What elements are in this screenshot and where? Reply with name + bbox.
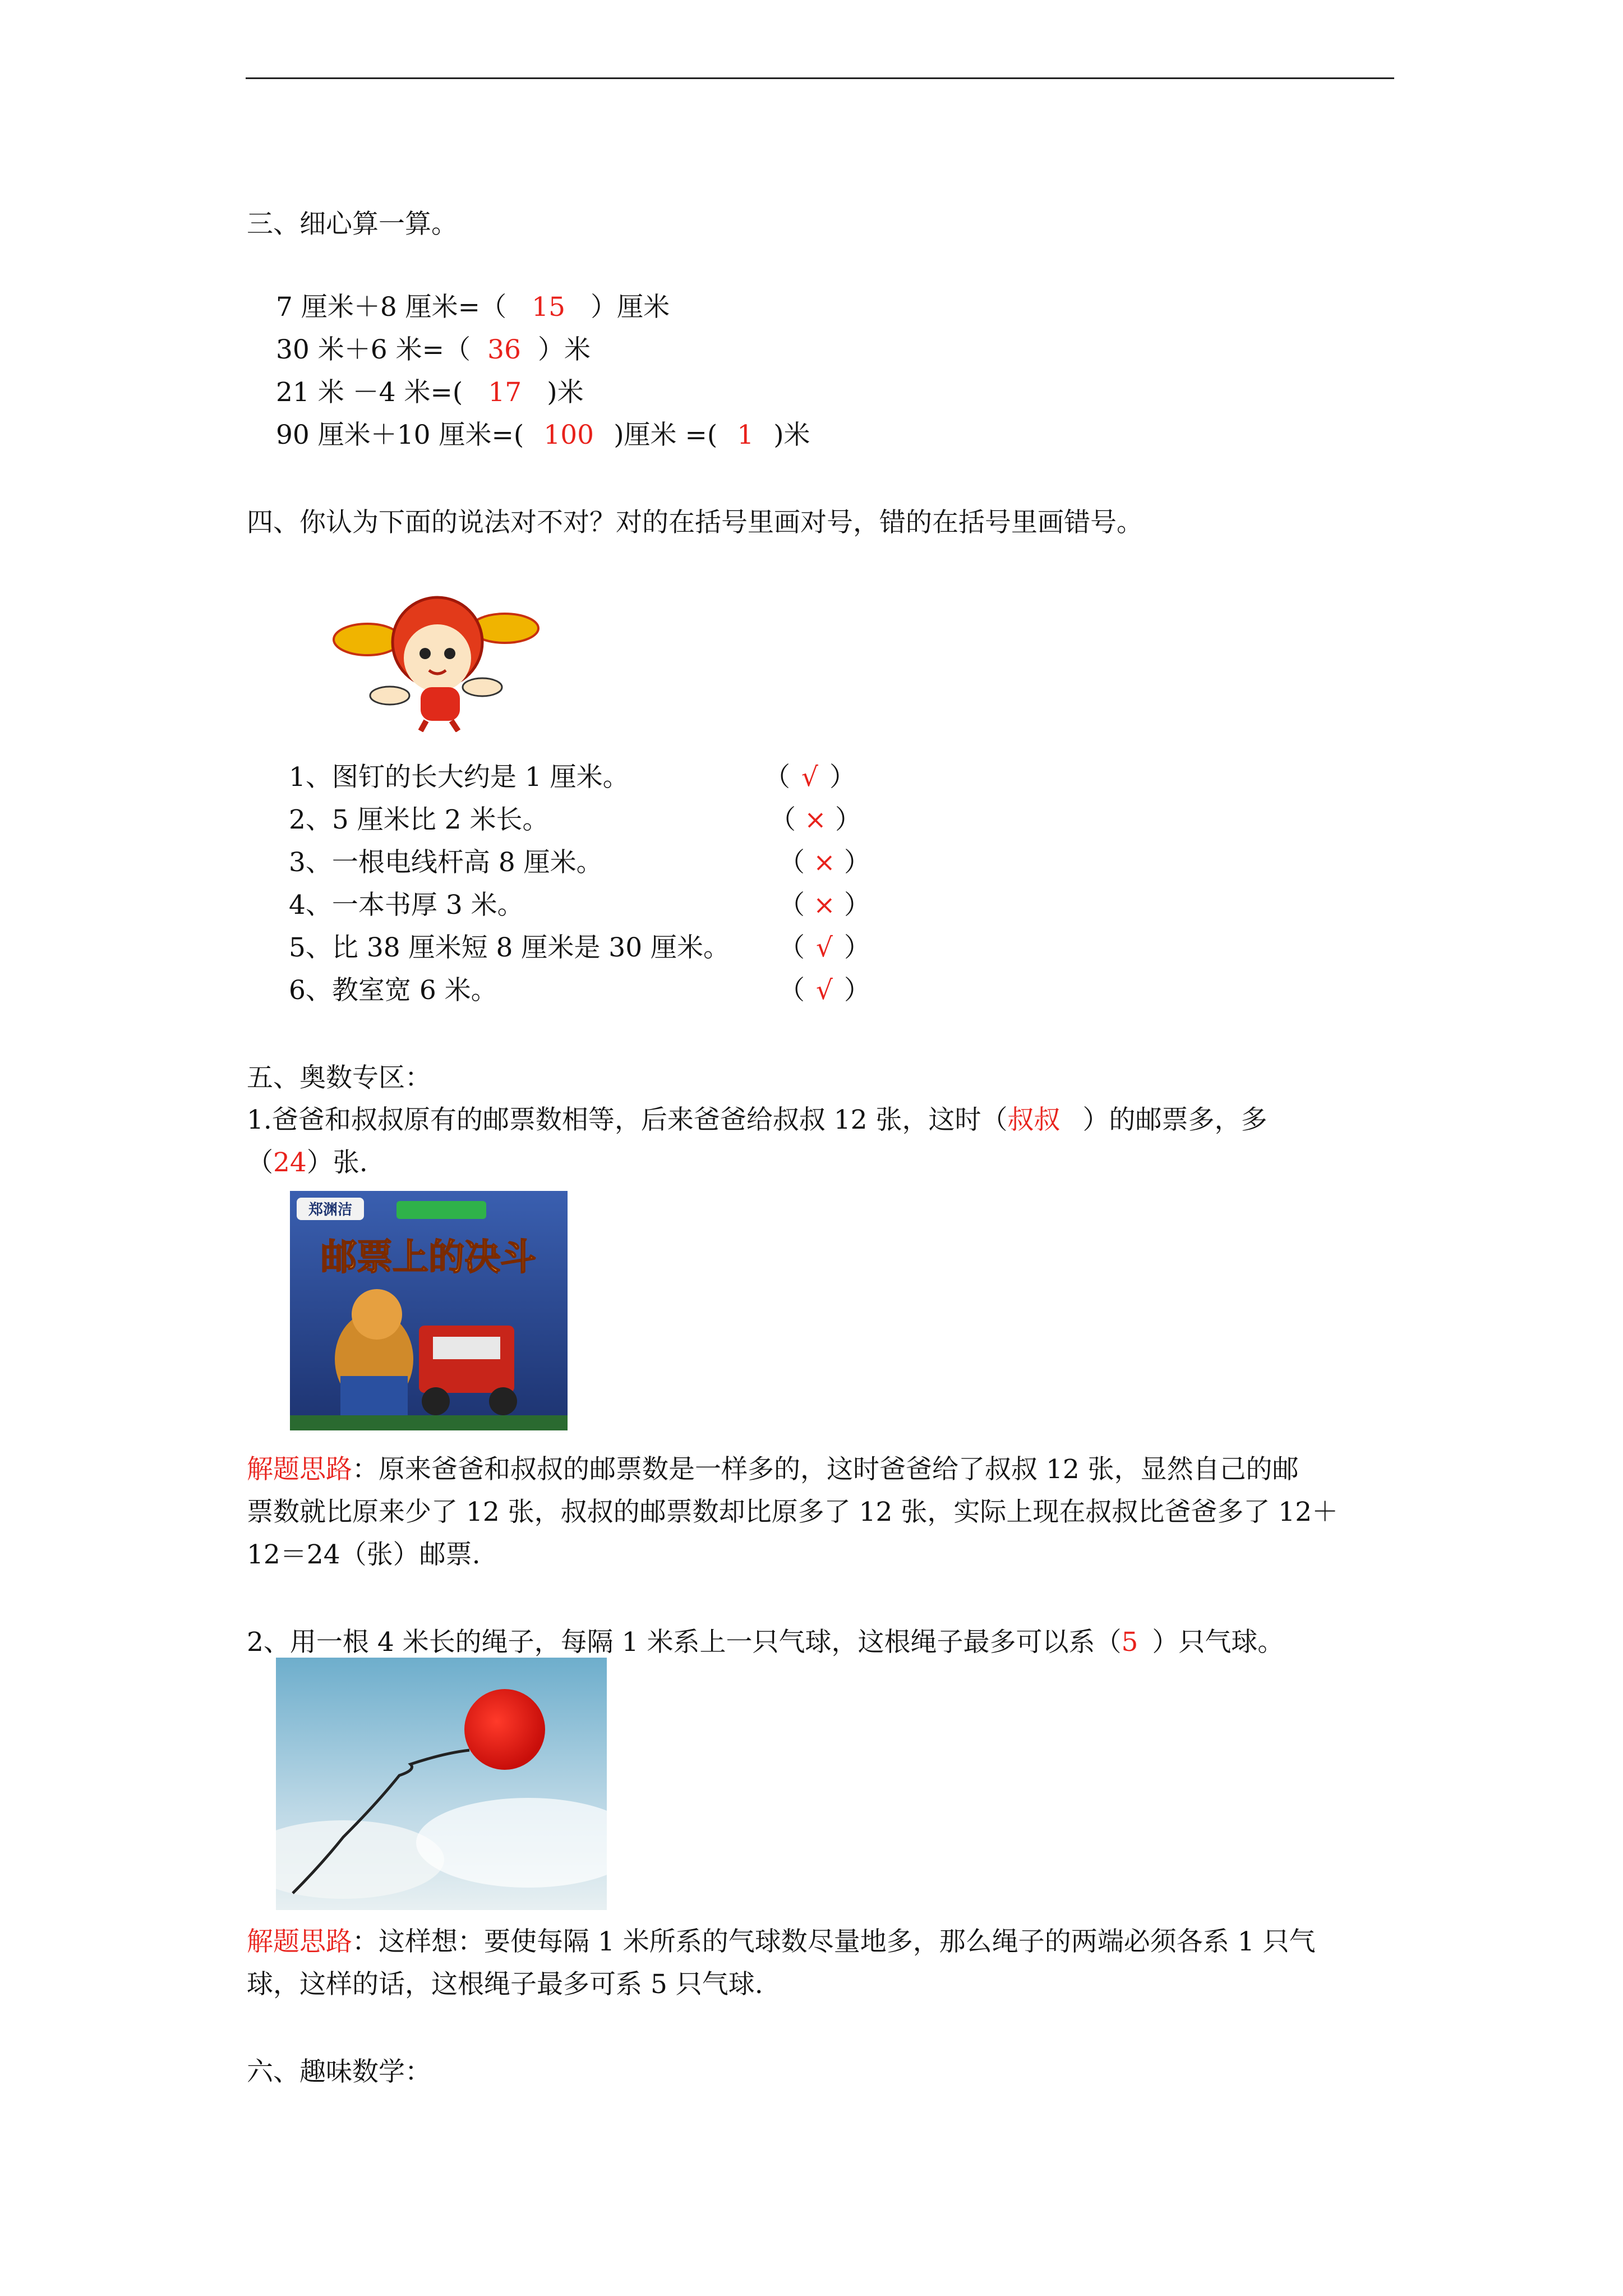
hint1-line3: 12＝24（张）邮票.: [247, 1539, 481, 1570]
section4-title: 四、你认为下面的说法对不对？对的在括号里画对号，错的在括号里画错号。: [247, 507, 1143, 538]
calc-answer-4a[interactable]: 100: [543, 420, 594, 450]
problem2-line: 2、用一根 4 米长的绳子，每隔 1 米系上一只气球，这根绳子最多可以系（5 ）只气球。: [247, 1627, 1284, 1658]
section5-title: 五、奥数专区：: [247, 1062, 431, 1093]
tf-answer-1[interactable]: （ √ ）: [764, 762, 856, 793]
tf-item-3: 3、一根电线杆高 8 厘米。: [289, 847, 603, 878]
tf-answer-5[interactable]: （ √ ）: [778, 932, 870, 963]
tf-item-4: 4、一本书厚 3 米。: [289, 890, 524, 921]
tf-answer-6[interactable]: （ √ ）: [778, 975, 870, 1006]
header-rule: [246, 77, 1394, 79]
calc-answer-3[interactable]: 17: [488, 377, 522, 408]
balloon-image: [276, 1658, 607, 1910]
tf-answer-3[interactable]: （ × ）: [778, 847, 870, 878]
hint2-label: 解题思路: [247, 1926, 352, 1957]
calc-question-3: 21 米 －4 米=( 17 )米: [276, 376, 584, 409]
calc-answer-1[interactable]: 15: [532, 292, 565, 323]
tf-item-5: 5、比 38 厘米短 8 厘米是 30 厘米。: [289, 932, 730, 963]
problem1-line2: （24）张.: [247, 1147, 368, 1178]
tf-item-6: 6、教室宽 6 米。: [289, 975, 497, 1006]
calc-answer-4b[interactable]: 1: [737, 420, 754, 450]
calc-question-1: 7 厘米＋8 厘米=（ 15 ）厘米: [276, 291, 670, 324]
hint2-line1: 解题思路：这样想：要使每隔 1 米所系的气球数尽量地多，那么绳子的两端必须各系 1 只气: [247, 1926, 1316, 1957]
calc-answer-2[interactable]: 36: [487, 334, 521, 365]
hint1-line1: 解题思路：原来爸爸和叔叔的邮票数是一样多的，这时爸爸给了叔叔 12 张，显然自己的邮: [247, 1454, 1299, 1485]
hint2-line2: 球，这样的话，这根绳子最多可系 5 只气球.: [247, 1969, 763, 2000]
section3-title: 三、细心算一算。: [247, 209, 458, 240]
tf-answer-2[interactable]: （ × ）: [769, 804, 861, 835]
problem1-answer-count[interactable]: 24: [273, 1147, 307, 1178]
tf-answer-4[interactable]: （ × ）: [778, 890, 870, 921]
calc-question-4: 90 厘米＋10 厘米=( 100 )厘米 =( 1 )米: [276, 418, 810, 452]
hint1-label: 解题思路: [247, 1454, 352, 1485]
book-cover-image: [290, 1191, 568, 1430]
calc-question-2: 30 米＋6 米=（ 36 ）米: [276, 333, 591, 367]
book-author: 郑渊洁: [308, 1202, 353, 1218]
problem1-answer-who[interactable]: 叔叔: [1007, 1105, 1061, 1135]
book-title: 邮票上的决斗: [321, 1237, 536, 1278]
problem1-line1: 1.爸爸和叔叔原有的邮票数相等，后来爸爸给叔叔 12 张，这时（叔叔 ）的邮票多，多: [247, 1105, 1267, 1135]
tf-item-2: 2、5 厘米比 2 米长。: [289, 804, 549, 835]
tf-item-1: 1、图钉的长大约是 1 厘米。: [289, 762, 629, 793]
section6-title: 六、趣味数学：: [247, 2056, 431, 2087]
cartoon-girl-image: [311, 592, 558, 732]
hint1-line2: 票数就比原来少了 12 张，叔叔的邮票数却比原多了 12 张，实际上现在叔叔比爸爸多了 12＋: [247, 1497, 1339, 1527]
problem2-answer[interactable]: 5: [1121, 1627, 1138, 1658]
